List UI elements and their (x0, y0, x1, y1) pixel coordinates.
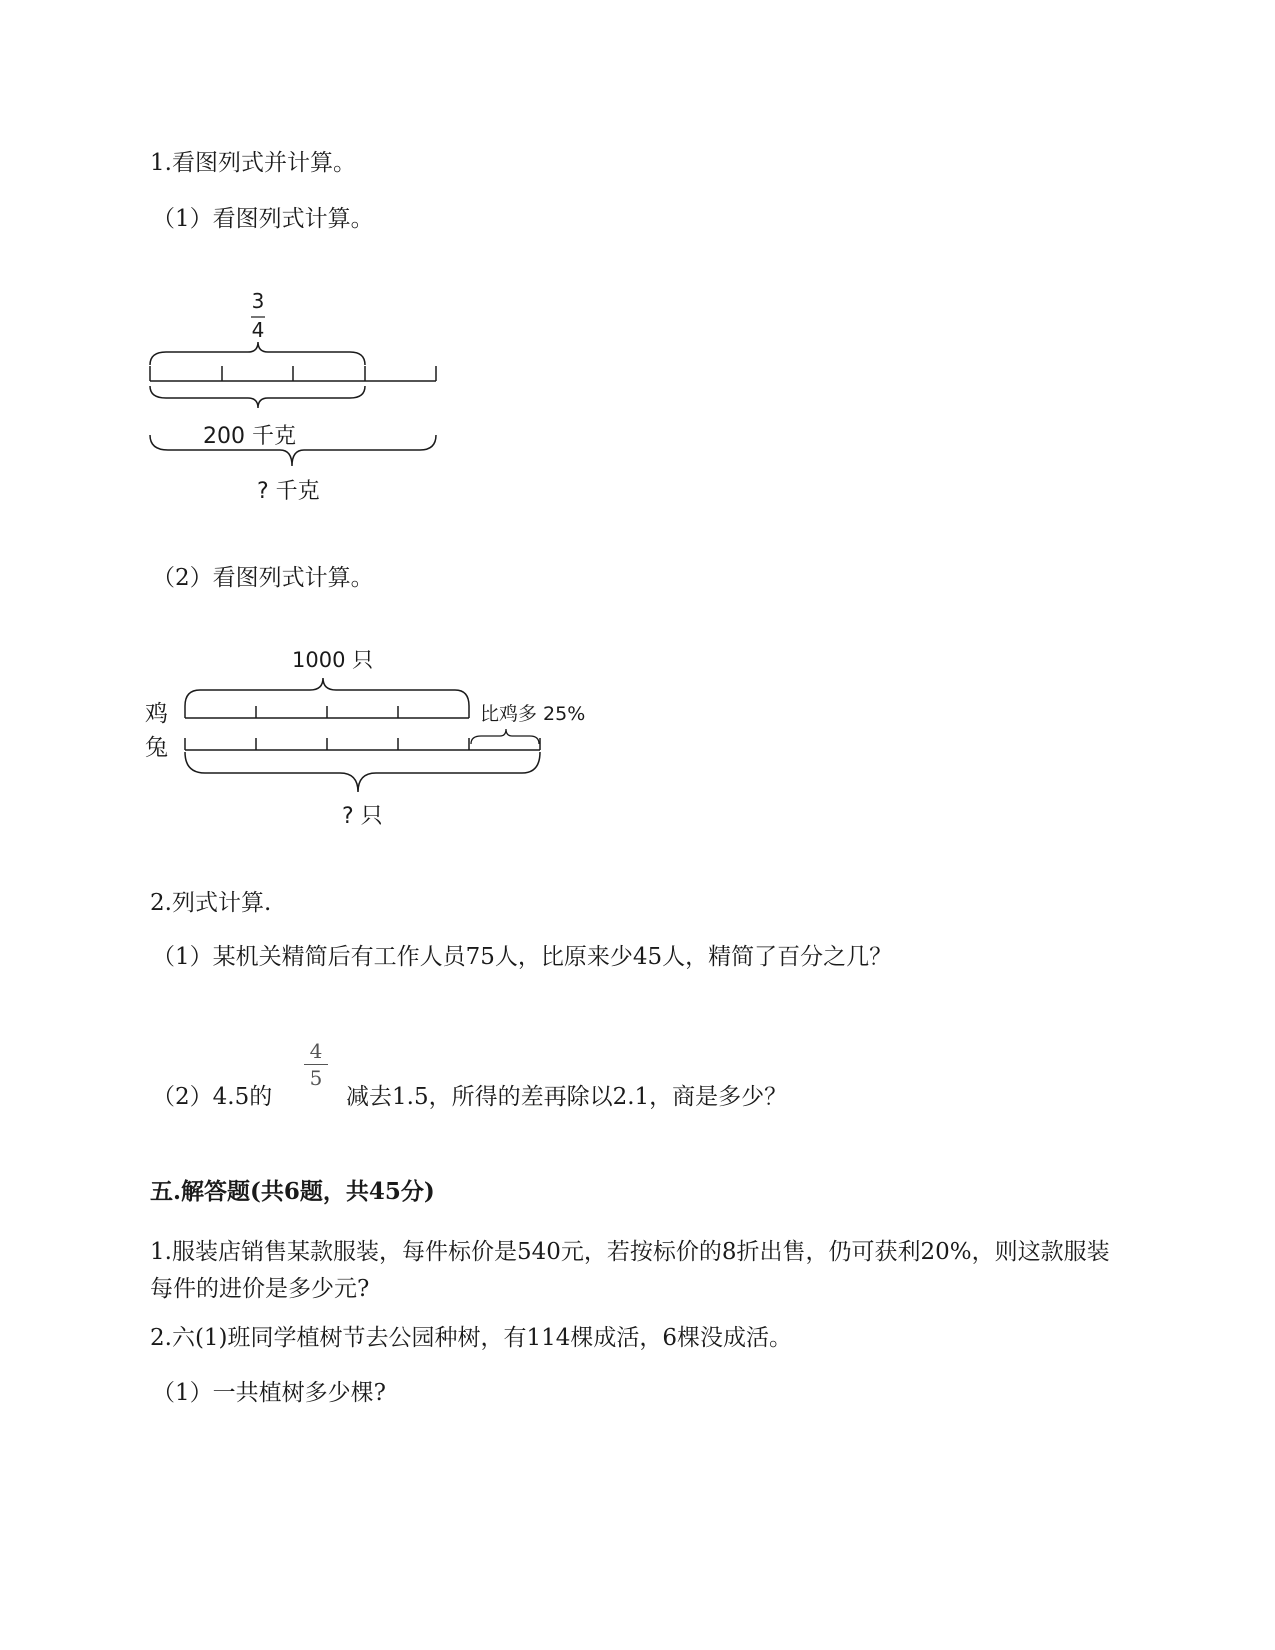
section-5-question-1: 1.服装店销售某款服装，每件标价是540元，若按标价的8折出售，仍可获利20%，则这款服装每件的进价是多少元? (150, 1239, 1110, 1302)
partial-brace (150, 386, 365, 408)
total-brace (185, 752, 540, 792)
segment-bar (150, 366, 436, 381)
question-2-part-1: （1）某机关精简后有工作人员75人，比原来少45人，精简了百分之几？ (152, 944, 893, 970)
total-count-label: ? 只 (342, 804, 383, 829)
extra-percent-label: 比鸡多 25% (480, 703, 586, 725)
question-1-part-1: （1）看图列式计算。 (152, 206, 374, 232)
question-1-part-2: （2）看图列式计算。 (152, 565, 374, 591)
fraction-denominator: 4 (251, 318, 265, 342)
top-brace (150, 342, 365, 365)
chicken-label: 鸡 (145, 701, 168, 727)
known-weight-label: 200 千克 (203, 424, 296, 449)
question-1-title: 1.看图列式并计算。 (150, 150, 356, 176)
chicken-bar (185, 706, 469, 718)
chicken-brace (185, 678, 469, 706)
fraction-numerator: 4 (309, 1039, 323, 1063)
fraction-bar (304, 1064, 328, 1065)
extra-brace (471, 729, 539, 744)
unknown-weight-label: ? 千克 (257, 479, 320, 504)
top-count-label: 1000 只 (292, 648, 374, 672)
question-2-part-2-prefix: （2）4.5的 (152, 1084, 273, 1110)
question-2-title: 2.列式计算. (150, 890, 272, 916)
question-2-part-2-suffix: 减去1.5，所得的差再除以2.1，商是多少？ (346, 1084, 788, 1110)
diagram-2 (140, 640, 600, 840)
fraction-four-fifths (304, 1041, 328, 1088)
diagram-1 (140, 280, 440, 510)
section-5-question-2: 2.六(1)班同学植树节去公园种树，有114棵成活，6棵没成活。 (150, 1325, 793, 1351)
fraction-denominator: 5 (309, 1066, 323, 1090)
rabbit-bar (185, 738, 540, 750)
rabbit-label: 兔 (145, 735, 168, 761)
section-5-question-2-part-1: （1）一共植树多少棵? (152, 1380, 386, 1406)
section-5-title: 五.解答题(共6题，共45分) (150, 1178, 435, 1205)
fraction-numerator: 3 (251, 289, 265, 313)
